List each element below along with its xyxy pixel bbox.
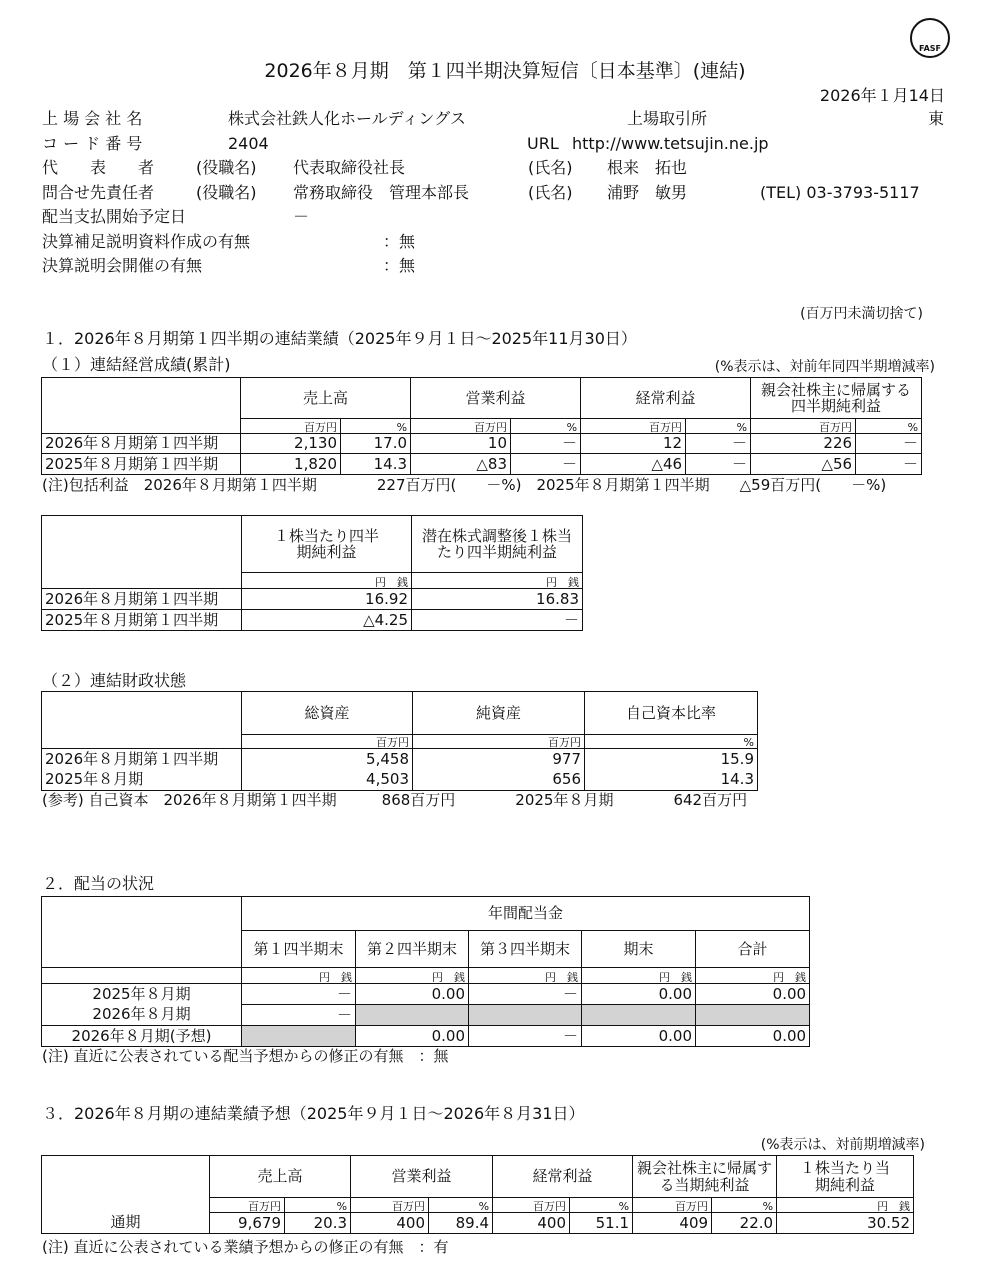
cell: － (469, 984, 582, 1005)
unit: 百万円 (242, 735, 413, 749)
cell: 4,503 (242, 770, 413, 791)
unit: 円 銭 (696, 968, 810, 984)
col-sales: 売上高 (241, 378, 411, 419)
cell: △46 (581, 454, 686, 475)
name-label: (氏名) (528, 183, 573, 202)
col-total: 合計 (696, 931, 810, 968)
unit: % (712, 1198, 777, 1213)
col-equity-ratio: 自己資本比率 (585, 692, 758, 735)
unit: % (686, 419, 751, 434)
code-label: コ ー ド 番 号 (42, 134, 143, 153)
contact-name: 浦野 敏男 (607, 183, 688, 202)
cell: 17.0 (341, 434, 411, 454)
contact-role: 常務取締役 管理本部長 (293, 183, 470, 202)
cell: － (686, 454, 751, 475)
eps-table (41, 515, 583, 631)
name-label: (氏名) (528, 158, 573, 177)
cell: － (686, 434, 751, 454)
cell: 0.00 (696, 1026, 810, 1047)
cell: － (511, 434, 581, 454)
comprehensive-income-note: (注)包括利益 2026年８月期第１四半期 227百万円( －%) 2025年８月期第１四半期 △59百万円( －%) (42, 476, 887, 494)
col-total-assets: 総資産 (242, 692, 413, 735)
cell: 14.3 (585, 770, 758, 791)
cell (356, 1005, 469, 1026)
table-row (42, 1026, 810, 1047)
col-net-assets: 純資産 (413, 692, 585, 735)
table-row (42, 610, 583, 631)
dividend-note: (注) 直近に公表されている配当予想からの修正の有無 ：無 (42, 1047, 449, 1065)
unit: 円 銭 (412, 573, 583, 589)
cell: 9,679 (210, 1213, 285, 1234)
unit: 円 銭 (582, 968, 696, 984)
cell: 20.3 (285, 1213, 351, 1234)
company-name: 株式会社鉄人化ホールディングス (228, 109, 466, 128)
unit: 百万円 (633, 1198, 712, 1213)
unit: % (285, 1198, 351, 1213)
cell: 0.00 (356, 984, 469, 1005)
dividend-table (41, 896, 810, 1047)
forecast-note: (注) 直近に公表されている業績予想からの修正の有無 ：有 (42, 1238, 449, 1256)
unit: % (511, 419, 581, 434)
col-q2: 第２四半期末 (356, 931, 469, 968)
cell: 0.00 (696, 984, 810, 1005)
forecast-table (41, 1155, 914, 1234)
col-operating-income: 営業利益 (411, 378, 581, 419)
unit: 百万円 (493, 1198, 570, 1213)
supplement-label: 決算補足説明資料作成の有無 (42, 232, 251, 251)
cell: 409 (633, 1213, 712, 1234)
cell: － (242, 984, 356, 1005)
cell (242, 1026, 356, 1047)
cell: 10 (411, 434, 511, 454)
cell: － (856, 454, 922, 475)
unit: % (429, 1198, 493, 1213)
cell (696, 1005, 810, 1026)
cell (582, 1005, 696, 1026)
supplement-value: ：無 (383, 232, 416, 251)
section3-title: ３．2026年８月期の連結業績予想（2025年９月１日～2026年８月31日） (42, 1104, 585, 1123)
dividend-date-label: 配当支払開始予定日 (42, 207, 187, 226)
row-label: 2026年８月期 (42, 1005, 242, 1026)
url-label: URL (527, 134, 559, 153)
unit: 円 銭 (356, 968, 469, 984)
col-operating-income: 営業利益 (351, 1156, 493, 1198)
rep-label: 代 表 者 (42, 158, 155, 177)
cell: 0.00 (582, 984, 696, 1005)
cell: 51.1 (570, 1213, 633, 1234)
row-label: 2026年８月期第１四半期 (42, 749, 242, 770)
unit: 百万円 (210, 1198, 285, 1213)
table-row (42, 984, 810, 1005)
row-label: 2026年８月期第１四半期 (42, 589, 242, 610)
cell: △4.25 (242, 610, 412, 631)
rounding-note: (百万円未満切捨て) (800, 306, 923, 322)
table-row (42, 1213, 914, 1234)
cell: 400 (351, 1213, 429, 1234)
unit: % (341, 419, 411, 434)
contact-tel: (TEL) 03-3793-5117 (760, 183, 920, 202)
cell: 22.0 (712, 1213, 777, 1234)
col-net-income: 親会社株主に帰属する四半期純利益 (751, 378, 922, 419)
row-label: 2025年８月期 (42, 770, 242, 791)
exchange: 東 (928, 109, 945, 128)
cell: 0.00 (582, 1026, 696, 1047)
exchange-label: 上場取引所 (627, 109, 708, 128)
col-q3: 第３四半期末 (469, 931, 582, 968)
col-year-end: 期末 (582, 931, 696, 968)
row-label: 通期 (42, 1213, 210, 1234)
cell: 2,130 (241, 434, 341, 454)
cell: 16.83 (412, 589, 583, 610)
unit: 百万円 (581, 419, 686, 434)
financial-position-subtitle: （２）連結財政状態 (42, 671, 187, 690)
table-row (42, 770, 758, 791)
briefing-label: 決算説明会開催の有無 (42, 256, 203, 275)
annual-dividend-header: 年間配当金 (242, 897, 810, 931)
row-label: 2026年８月期(予想) (42, 1026, 242, 1047)
pct-note: (%表示は、対前年同四半期増減率) (714, 359, 935, 375)
cell: － (856, 434, 922, 454)
col-net-income: 親会社株主に帰属する当期純利益 (633, 1156, 777, 1198)
dividend-date: － (293, 207, 310, 226)
cell: － (242, 1005, 356, 1026)
unit: % (570, 1198, 633, 1213)
unit: 円 銭 (242, 968, 356, 984)
role-label: (役職名) (196, 158, 257, 177)
col-ordinary-income: 経常利益 (581, 378, 751, 419)
cell: 0.00 (356, 1026, 469, 1047)
rep-name: 根来 拓也 (607, 158, 688, 177)
table-row (42, 434, 922, 454)
row-label: 2026年８月期第１四半期 (42, 434, 241, 454)
cell: 12 (581, 434, 686, 454)
row-label: 2025年８月期第１四半期 (42, 454, 241, 475)
role-label: (役職名) (196, 183, 257, 202)
cell: 400 (493, 1213, 570, 1234)
cell: 977 (413, 749, 585, 770)
contact-label: 問合せ先責任者 (42, 183, 155, 202)
unit: 百万円 (241, 419, 341, 434)
table-row (42, 1005, 810, 1026)
code: 2404 (228, 134, 269, 153)
section1-title: １．2026年８月期第１四半期の連結業績（2025年９月１日～2025年11月30日） (42, 329, 637, 348)
col-sales: 売上高 (210, 1156, 351, 1198)
cell: 226 (751, 434, 856, 454)
unit: 百万円 (751, 419, 856, 434)
cell: 15.9 (585, 749, 758, 770)
cell: △56 (751, 454, 856, 475)
cell: － (469, 1026, 582, 1047)
url-link[interactable]: http://www.tetsujin.ne.jp (572, 134, 769, 153)
cell: 89.4 (429, 1213, 493, 1234)
unit: 百万円 (413, 735, 585, 749)
col-eps: １株当たり四半期純利益 (242, 516, 412, 573)
unit: % (856, 419, 922, 434)
cell: △83 (411, 454, 511, 475)
cell: 16.92 (242, 589, 412, 610)
unit: 円 銭 (777, 1198, 914, 1213)
unit: 百万円 (411, 419, 511, 434)
col-eps: １株当たり当期純利益 (777, 1156, 914, 1198)
cell: 656 (413, 770, 585, 791)
section2-title: ２．配当の状況 (42, 874, 155, 893)
row-label: 2025年８月期 (42, 984, 242, 1005)
cell: 1,820 (241, 454, 341, 475)
results-subtitle: （１）連結経営成績(累計) (42, 355, 231, 374)
fasf-logo: FASF (910, 18, 950, 58)
table-row (42, 454, 922, 475)
cell: 5,458 (242, 749, 413, 770)
rep-role: 代表取締役社長 (293, 158, 406, 177)
results-table (41, 377, 922, 475)
row-label: 2025年８月期第１四半期 (42, 610, 242, 631)
unit: 百万円 (351, 1198, 429, 1213)
equity-note: (参考) 自己資本 2026年８月期第１四半期 868百万円 2025年８月期 642百万円 (42, 791, 748, 809)
cell: － (412, 610, 583, 631)
document-title: 2026年８月期 第１四半期決算短信〔日本基準〕(連結) (264, 60, 746, 82)
table-row (42, 589, 583, 610)
unit: % (585, 735, 758, 749)
col-q1: 第１四半期末 (242, 931, 356, 968)
col-ordinary-income: 経常利益 (493, 1156, 633, 1198)
cell (469, 1005, 582, 1026)
cell: － (511, 454, 581, 475)
col-diluted-eps: 潜在株式調整後１株当たり四半期純利益 (412, 516, 583, 573)
cell: 14.3 (341, 454, 411, 475)
unit: 円 銭 (469, 968, 582, 984)
company-label: 上 場 会 社 名 (42, 109, 143, 128)
briefing-value: ：無 (383, 256, 416, 275)
table-row (42, 749, 758, 770)
financial-position-table (41, 691, 758, 791)
unit: 円 銭 (242, 573, 412, 589)
cell: 30.52 (777, 1213, 914, 1234)
forecast-pct-note: (%表示は、対前期増減率) (760, 1137, 925, 1153)
report-date: 2026年１月14日 (819, 86, 945, 105)
